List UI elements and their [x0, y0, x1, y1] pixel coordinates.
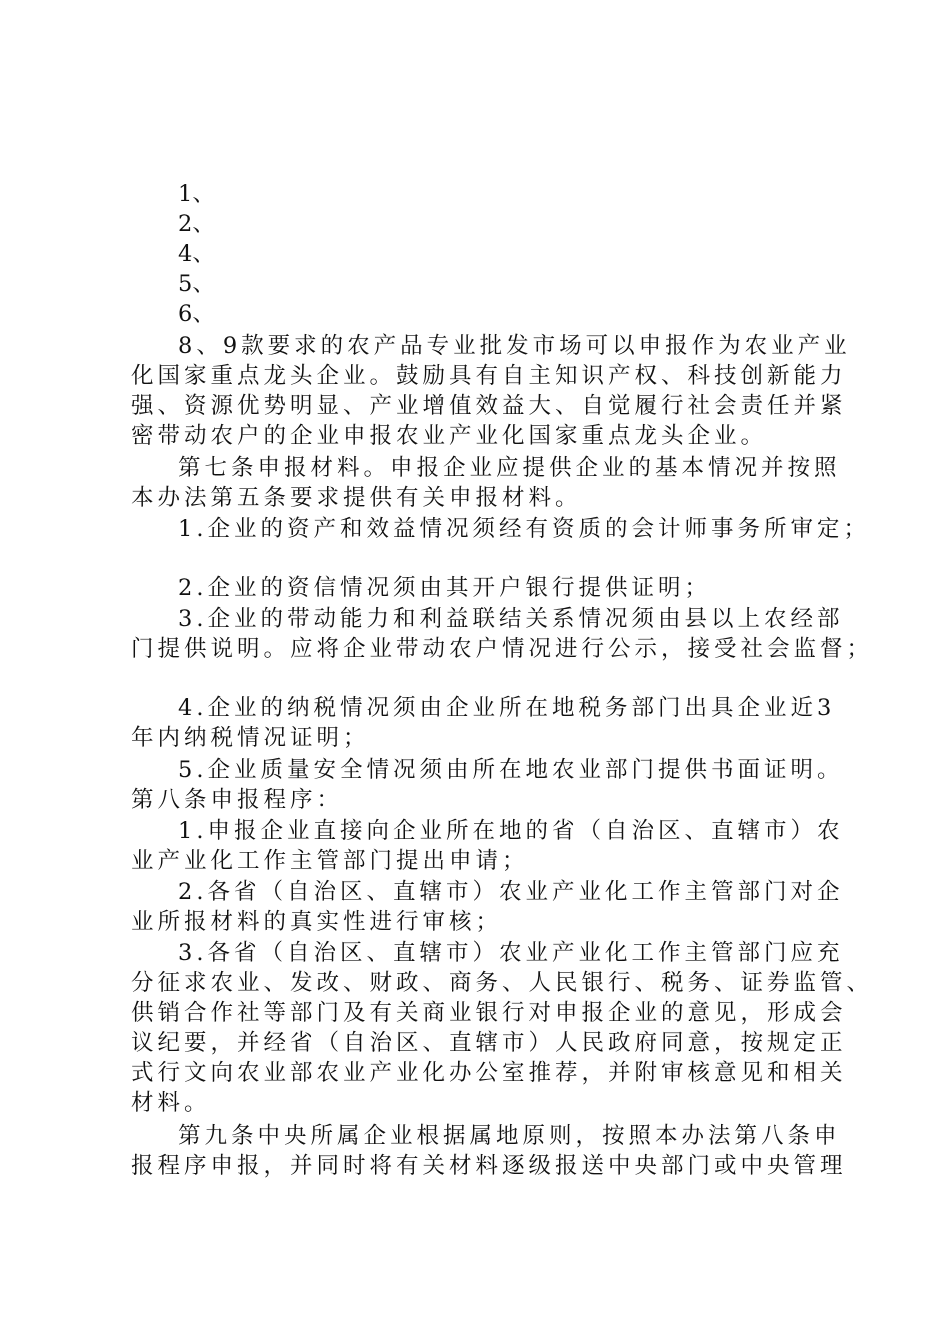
list-item: 3.各省（自治区、直辖市）农业产业化工作主管部门应充 — [178, 940, 844, 966]
list-marker-5: 5、 — [178, 271, 215, 297]
paragraph-line: 业所报材料的真实性进行审核； — [131, 909, 503, 935]
paragraph-line: 化国家重点龙头企业。鼓励具有自主知识产权、科技创新能力 — [131, 363, 847, 389]
list-marker-1: 1、 — [178, 181, 215, 207]
paragraph-line: 材料。 — [131, 1090, 211, 1116]
article-8-heading: 第八条申报程序： — [131, 787, 344, 813]
list-item: 1.企业的资产和效益情况须经有资质的会计师事务所审定； — [178, 516, 870, 542]
paragraph-line: 供销合作社等部门及有关商业银行对申报企业的意见，形成会 — [131, 1000, 847, 1026]
paragraph-line: 本办法第五条要求提供有关申报材料。 — [131, 485, 582, 511]
list-item: 3.企业的带动能力和利益联结关系情况须由县以上农经部 — [178, 606, 844, 632]
list-item: 5.企业质量安全情况须由所在地农业部门提供书面证明。 — [178, 757, 844, 783]
paragraph-line: 分征求农业、发改、财政、商务、人民银行、税务、证券监管、 — [131, 970, 874, 996]
paragraph-line: 报程序申报，并同时将有关材料逐级报送中央部门或中央管理 — [131, 1153, 847, 1179]
list-marker-2: 2、 — [178, 211, 215, 237]
paragraph-line: 业产业化工作主管部门提出申请； — [131, 848, 529, 874]
list-marker-4: 4、 — [178, 241, 215, 267]
paragraph-line: 式行文向农业部农业产业化办公室推荐，并附审核意见和相关 — [131, 1060, 847, 1086]
paragraph-line: 议纪要，并经省（自治区、直辖市）人民政府同意，按规定正 — [131, 1030, 847, 1056]
paragraph-line: 密带动农户的企业申报农业产业化国家重点龙头企业。 — [131, 423, 768, 449]
list-marker-6: 6、 — [178, 301, 215, 327]
list-item: 1.申报企业直接向企业所在地的省（自治区、直辖市）农 — [178, 818, 844, 844]
paragraph-line: 门提供说明。应将企业带动农户情况进行公示，接受社会监督； — [131, 636, 874, 662]
paragraph-line: 8、9款要求的农产品专业批发市场可以申报作为农业产业 — [178, 333, 851, 359]
list-item: 2.各省（自治区、直辖市）农业产业化工作主管部门对企 — [178, 879, 844, 905]
article-7-heading: 第七条申报材料。申报企业应提供企业的基本情况并按照 — [178, 455, 841, 481]
list-item: 2.企业的资信情况须由其开户银行提供证明； — [178, 575, 711, 601]
article-9-heading: 第九条中央所属企业根据属地原则，按照本办法第八条申 — [178, 1123, 841, 1149]
list-item: 4.企业的纳税情况须由企业所在地税务部门出具企业近3 — [178, 695, 836, 721]
paragraph-line: 强、资源优势明显、产业增值效益大、自觉履行社会责任并紧 — [131, 393, 847, 419]
paragraph-line: 年内纳税情况证明； — [131, 725, 370, 751]
